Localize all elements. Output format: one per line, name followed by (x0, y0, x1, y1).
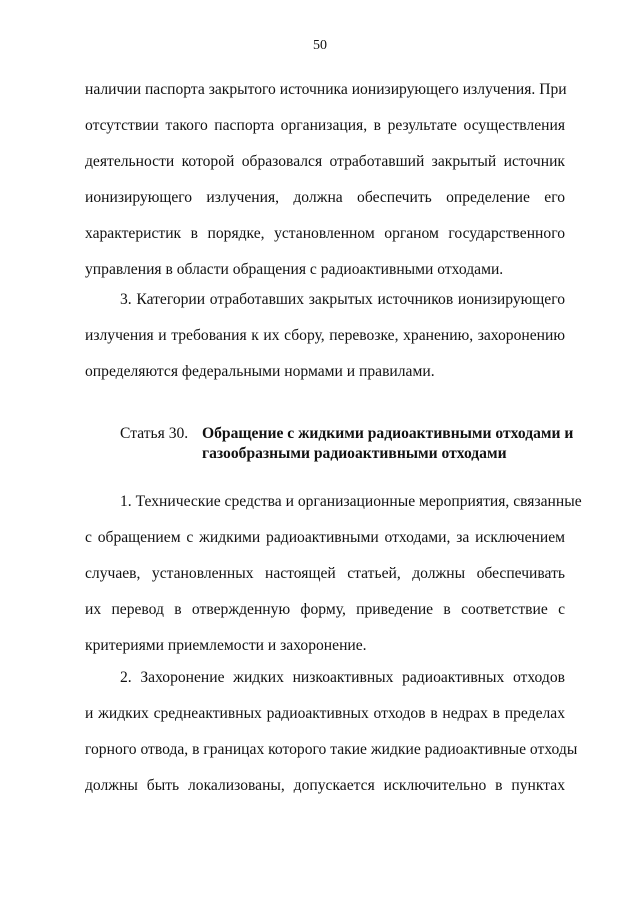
paragraph-article30-item-2 (85, 660, 578, 804)
article-title-line: Обращение с жидкими радиоактивными отходами и (202, 425, 574, 442)
text-line: и жидких среднеактивных радиоактивных отходов в недрах в пределах (85, 705, 565, 722)
text-line: должны быть локализованы, допускается исключительно в пунктах (85, 777, 565, 794)
paragraph-item-3 (85, 282, 565, 390)
text-line: определяются федеральными нормами и правилами. (85, 363, 435, 380)
article-label: Статья 30. (120, 425, 189, 442)
text-line: ионизирующего излучения, должна обеспечить определение его (85, 189, 565, 206)
paragraph-article30-item-1 (85, 484, 582, 664)
text-line: случаев, установленных настоящей статьей, должны обеспечивать (85, 565, 565, 582)
text-line: управления в области обращения с радиоактивными отходами. (85, 261, 504, 278)
text-line: деятельности которой образовался отработавший закрытый источник (85, 153, 565, 170)
text-line: горного отвода, в границах которого такие жидкие радиоактивные отходы (85, 741, 578, 758)
article-title-line: газообразными радиоактивными отходами (202, 445, 507, 462)
text-line: 1. Технические средства и организационные мероприятия, связанные (120, 493, 582, 510)
text-line: с обращением с жидкими радиоактивными отходами, за исключением (85, 529, 565, 546)
text-line: наличии паспорта закрытого источника ионизирующего излучения. При (85, 81, 567, 98)
text-line: 2. Захоронение жидких низкоактивных радиоактивных отходов (120, 669, 565, 686)
text-line: их перевод в отвержденную форму, приведение в соответствие с (85, 601, 565, 618)
text-line: излучения и требования к их сбору, перевозке, хранению, захоронению (85, 327, 565, 344)
article-title (202, 424, 582, 464)
text-line: критериями приемлемости и захоронение. (85, 637, 367, 654)
text-line: 3. Категории отработавших закрытых источников ионизирующего (120, 291, 565, 308)
paragraph-passport (85, 72, 565, 288)
page-number: 50 (313, 38, 327, 53)
text-line: отсутствии такого паспорта организация, в результате осуществления (85, 117, 565, 134)
text-line: характеристик в порядке, установленном органом государственного (85, 225, 565, 242)
